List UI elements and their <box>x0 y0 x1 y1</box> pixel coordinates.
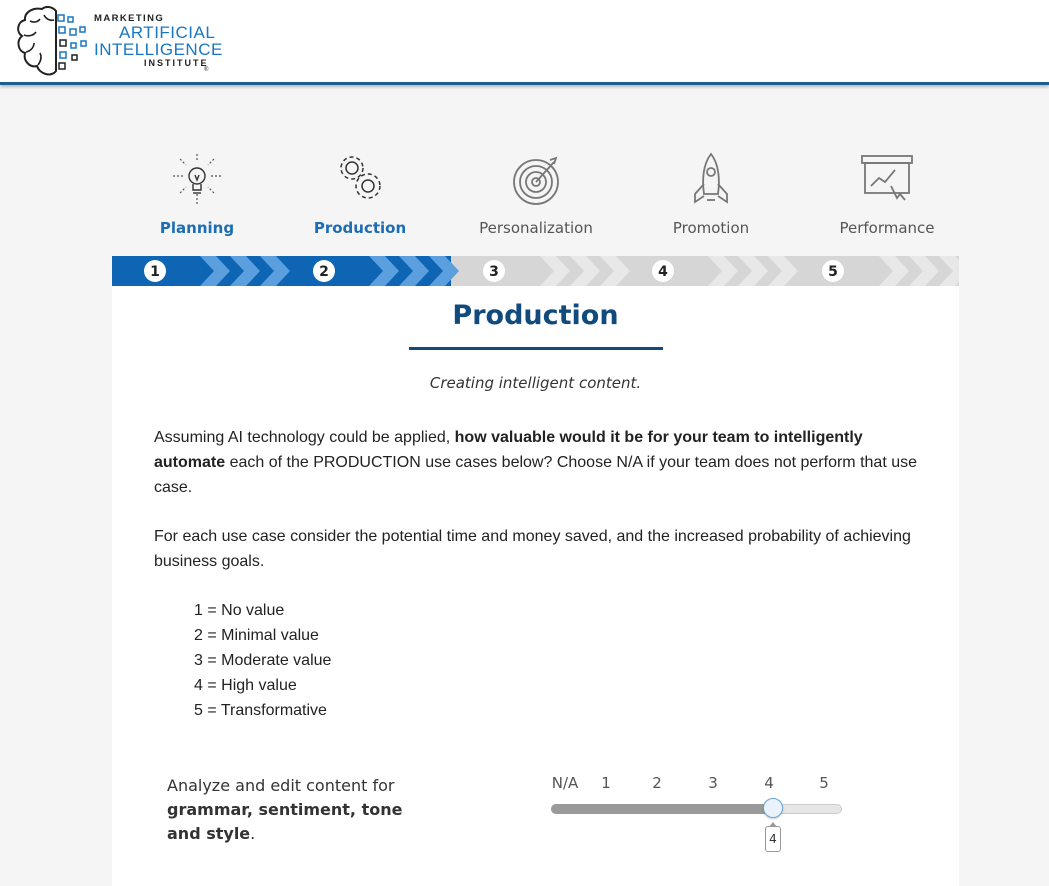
scale-item: 5 = Transformative <box>194 702 327 719</box>
slider-option-3[interactable]: 3 <box>708 774 718 792</box>
question-label <box>167 774 437 846</box>
target-icon <box>506 150 566 210</box>
step-5-number: 5 <box>828 264 838 280</box>
rating-slider[interactable] <box>551 774 851 854</box>
site-header <box>0 0 1049 85</box>
instructions-paragraph <box>154 425 924 500</box>
scale-item: 3 = Moderate value <box>194 652 332 669</box>
gears-icon <box>330 150 390 210</box>
stage-nav <box>112 150 959 240</box>
title-underline <box>409 347 663 350</box>
scale-item: 4 = High value <box>194 677 297 694</box>
page-subtitle: Creating intelligent content. <box>429 374 642 392</box>
stage-label-production: Production <box>313 219 407 237</box>
chart-presentation-icon <box>857 150 917 210</box>
stage-label-personalization: Personalization <box>479 219 593 237</box>
slider-value-tooltip: 4 <box>765 826 781 852</box>
question-prefix: Analyze and edit content for <box>167 776 395 795</box>
question-emphasis: grammar, sentiment, tone and style <box>167 800 403 843</box>
question-suffix: . <box>250 824 256 843</box>
stage-production[interactable] <box>275 150 445 237</box>
progress-bar <box>112 256 959 286</box>
brand-line-2: ARTIFICIAL <box>119 23 216 42</box>
rating-scale-legend <box>194 598 331 723</box>
slider-option-4[interactable]: 4 <box>764 774 774 792</box>
stage-label-performance: Performance <box>839 219 935 237</box>
step-4-number: 4 <box>658 264 668 280</box>
registered-mark: ® <box>204 67 209 73</box>
lightbulb-icon <box>167 150 227 210</box>
slider-fill <box>551 804 773 814</box>
scale-item: 2 = Minimal value <box>194 627 319 644</box>
step-2-number: 2 <box>319 264 329 280</box>
page-title: Production <box>452 300 619 331</box>
slider-option-1[interactable]: 1 <box>601 774 611 792</box>
rocket-icon <box>681 150 741 210</box>
slider-option-2[interactable]: 2 <box>652 774 662 792</box>
brand-line-1: MARKETING <box>94 13 165 24</box>
stage-label-promotion: Promotion <box>672 219 750 237</box>
survey-card <box>112 286 959 886</box>
instructions-emphasis: how valuable would it be for your team to intelligently automate <box>154 429 863 471</box>
scale-item: 1 = No value <box>194 602 285 619</box>
brand-line-4: INSTITUTE <box>144 58 209 68</box>
slider-option-na[interactable]: N/A <box>551 774 579 792</box>
brand-wordmark[interactable] <box>94 13 223 73</box>
stage-promotion[interactable] <box>626 150 796 237</box>
brand-line-3: INTELLIGENCE <box>94 40 223 59</box>
stage-personalization[interactable] <box>451 150 621 237</box>
step-3-number: 3 <box>489 264 499 280</box>
brain-logo-icon[interactable] <box>14 5 94 84</box>
instructions-text-a: Assuming AI technology could be applied, <box>154 429 455 446</box>
slider-option-5[interactable]: 5 <box>819 774 829 792</box>
stage-label-planning: Planning <box>159 219 235 237</box>
stage-planning[interactable] <box>112 150 282 237</box>
instructions-text-c: each of the PRODUCTION use cases below? Choose N/A if your team does not perform that use case. <box>154 454 918 496</box>
step-1-number: 1 <box>150 264 160 280</box>
slider-handle[interactable] <box>763 798 783 818</box>
stage-performance[interactable] <box>802 150 972 237</box>
considerations-paragraph: For each use case consider the potential time and money saved, and the increased probability of achieving business goals. <box>154 528 911 570</box>
